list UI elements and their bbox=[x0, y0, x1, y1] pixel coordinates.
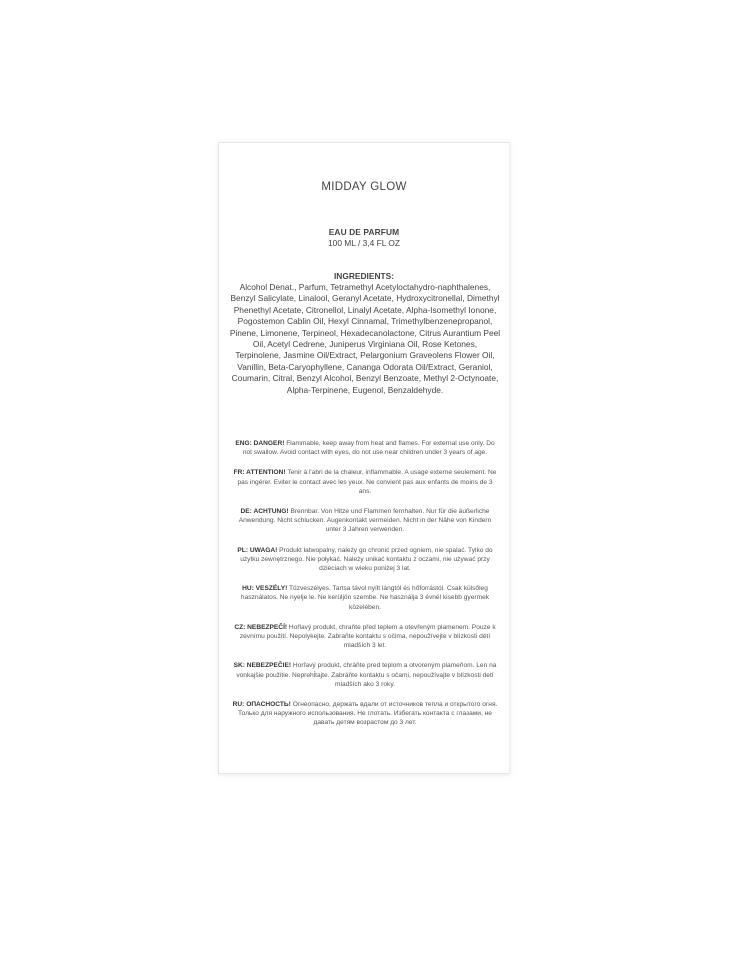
warning-eng bbox=[231, 439, 499, 457]
warning-label: SK: NEBEZPEČIE! bbox=[233, 662, 292, 670]
warning-text: Produkt łatwopalny, należy go chronić przed ogniem, nie spalać. Tylko do użytku zewnętrznego. Nie połykać. Należy unikać kontaktu z oczami, nie używać przy dzieciach w wieku poniżej 3 lat. bbox=[240, 546, 493, 573]
warning-ru bbox=[231, 700, 499, 728]
warning-cz bbox=[231, 623, 499, 651]
perfume-box-back-panel bbox=[218, 142, 510, 774]
warning-text: Огнеопасно, держать вдали от источников тепла и открытого огня. Только для наружного использования. Не глотать. Избегать контакта с глазами, не давать детям возрастом до 3 лет. bbox=[238, 701, 498, 727]
warning-text: Flammable, keep away from heat and flames. For external use only. Do not swallow. Avoid contact with eyes, do not use near children under 3 years of age. bbox=[242, 440, 495, 457]
warning-label: ENG: DANGER! bbox=[235, 440, 285, 447]
warning-text: Brennbar. Von Hitze und Flammen fernhalten. Nur für die äußerliche Anwendung. Nicht schlucken. Augenkontakt vermeiden. Nicht in der Nähe von Kindern unter 3 Jahren verwenden. bbox=[238, 508, 492, 534]
warning-label: HU: VESZÉLY! bbox=[242, 585, 288, 593]
product-name: MIDDAY GLOW bbox=[321, 181, 407, 193]
product-type: EAU DE PARFUM bbox=[328, 227, 400, 237]
box-side-edge bbox=[509, 142, 511, 774]
warning-text: Horľavý produkt, chráňte pred teplom a otvoreným plameňom. Len na vonkajšie použitie. Neprehĺtajte. Zabráňte kontaktu s očami, nepoužívajte v blízkosti detí mladších ako 3 roky. bbox=[236, 662, 497, 688]
ingredients-title: INGREDIENTS: bbox=[333, 271, 395, 281]
warning-label: CZ: NEBEZPEČÍ! bbox=[234, 623, 288, 631]
warning-label: RU: ОПАСНОСТЬ! bbox=[232, 701, 291, 709]
warning-label: FR: ATTENTION! bbox=[233, 469, 286, 477]
ingredients-list: Alcohol Denat., Parfum, Tetramethyl Acetyloctahydro-naphthalenes, Benzyl Salicylate, Linalool, Geranyl Acetate, Hydroxycitronellal, Dimethyl Phenethyl Acetate, Citronellol, Linalyl Acetate, Alpha-Isomethyl Ionone, Pogostemon Cablin Oil, Hexyl Cinnamal, Trimethylbenzenepropanol, Pinene, Limonene, Terpineol, Hexadecanolactone, Citrus Aurantium Peel Oil, Acetyl Cedrene, Juniperus Virginiana Oil, Rose Ketones, Terpinolene, Jasmine Oil/Extract, Pelargonium Graveolens Flower Oil, Vanillin, Beta-Caryophyllene, Cananga Odorata Oil/Extract, Geraniol, Coumarin, Citral, Benzyl Alcohol, Benzyl Benzoate, Methyl 2-Octynoate, Alpha-Terpinene, Eugenol, Benzaldehyde. bbox=[229, 282, 501, 395]
product-volume: 100 ML / 3,4 FL OZ bbox=[328, 238, 400, 248]
warning-label: DE: ACHTUNG! bbox=[240, 508, 289, 516]
warning-de bbox=[231, 507, 499, 535]
warning-text: Hořlavý produkt, chraňte před teplem a otevřeným plamenem. Pouze k zevnímu použití. Nepolykejte. Zabraňte kontaktu s očima, nepoužívejte v blízkosti dětí mladších 3 let. bbox=[239, 623, 496, 650]
warning-sk bbox=[231, 661, 499, 689]
warning-text: Tenir à l'abri de la chaleur, inflammable. A usage externe seulement. Ne pas ingérer. Eviter le contact avec les yeux. Ne convient pas aux enfants de moins de 3 ans. bbox=[237, 469, 497, 495]
warning-text: Tűzveszélyes. Tartsa távol nyílt lángtól és hőforrástól. Csak külsőleg használatos. Ne nyelje le. Ne kerüljön szembe. Ne használja 3 évnél kisebb gyermek közelében. bbox=[240, 585, 490, 611]
warning-label: PL: UWAGA! bbox=[237, 546, 278, 554]
warning-hu bbox=[231, 584, 499, 612]
warning-fr bbox=[231, 468, 499, 496]
warnings-block bbox=[231, 439, 499, 739]
warning-pl bbox=[231, 546, 499, 574]
